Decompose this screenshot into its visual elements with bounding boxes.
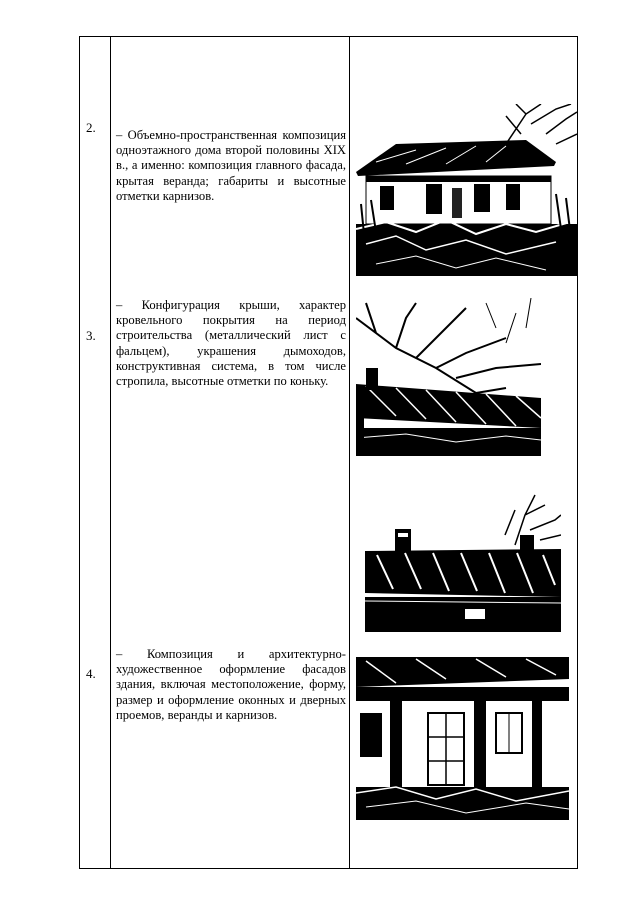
row-number: 4. bbox=[86, 666, 96, 681]
table-divider-photo bbox=[349, 36, 350, 869]
roof-branches-photo bbox=[356, 298, 541, 456]
row-description: – Объемно-пространственная композиция одноэтажного дома второй половины XIX в., а именно: композиция главного фасада, крытая веранда; габариты и высотные отметки карнизов. bbox=[116, 128, 346, 203]
table-border-top bbox=[79, 36, 578, 37]
house-facade-photo bbox=[356, 104, 577, 276]
table-border-right bbox=[577, 36, 578, 869]
facade-doorway-photo bbox=[356, 657, 569, 820]
row-number: 3. bbox=[86, 328, 96, 343]
table-border-left bbox=[79, 36, 80, 869]
row-number: 2. bbox=[86, 120, 96, 135]
row-description: – Конфигурация крыши, характер кровельного покрытия на период строительства (металлический лист с фальцем), украшения дымоходов, конструктивная система, в том числе стропила, высотные отметки по коньку. bbox=[116, 298, 346, 389]
table-border-bottom bbox=[79, 868, 578, 869]
roof-chimneys-photo bbox=[365, 485, 561, 632]
row-description: – Композиция и архитектурно-художественное оформление фасадов здания, включая местоположение, форму, размер и оформление оконных и дверных проемов, веранды и карнизов. bbox=[116, 647, 346, 722]
table-divider-number bbox=[110, 36, 111, 869]
